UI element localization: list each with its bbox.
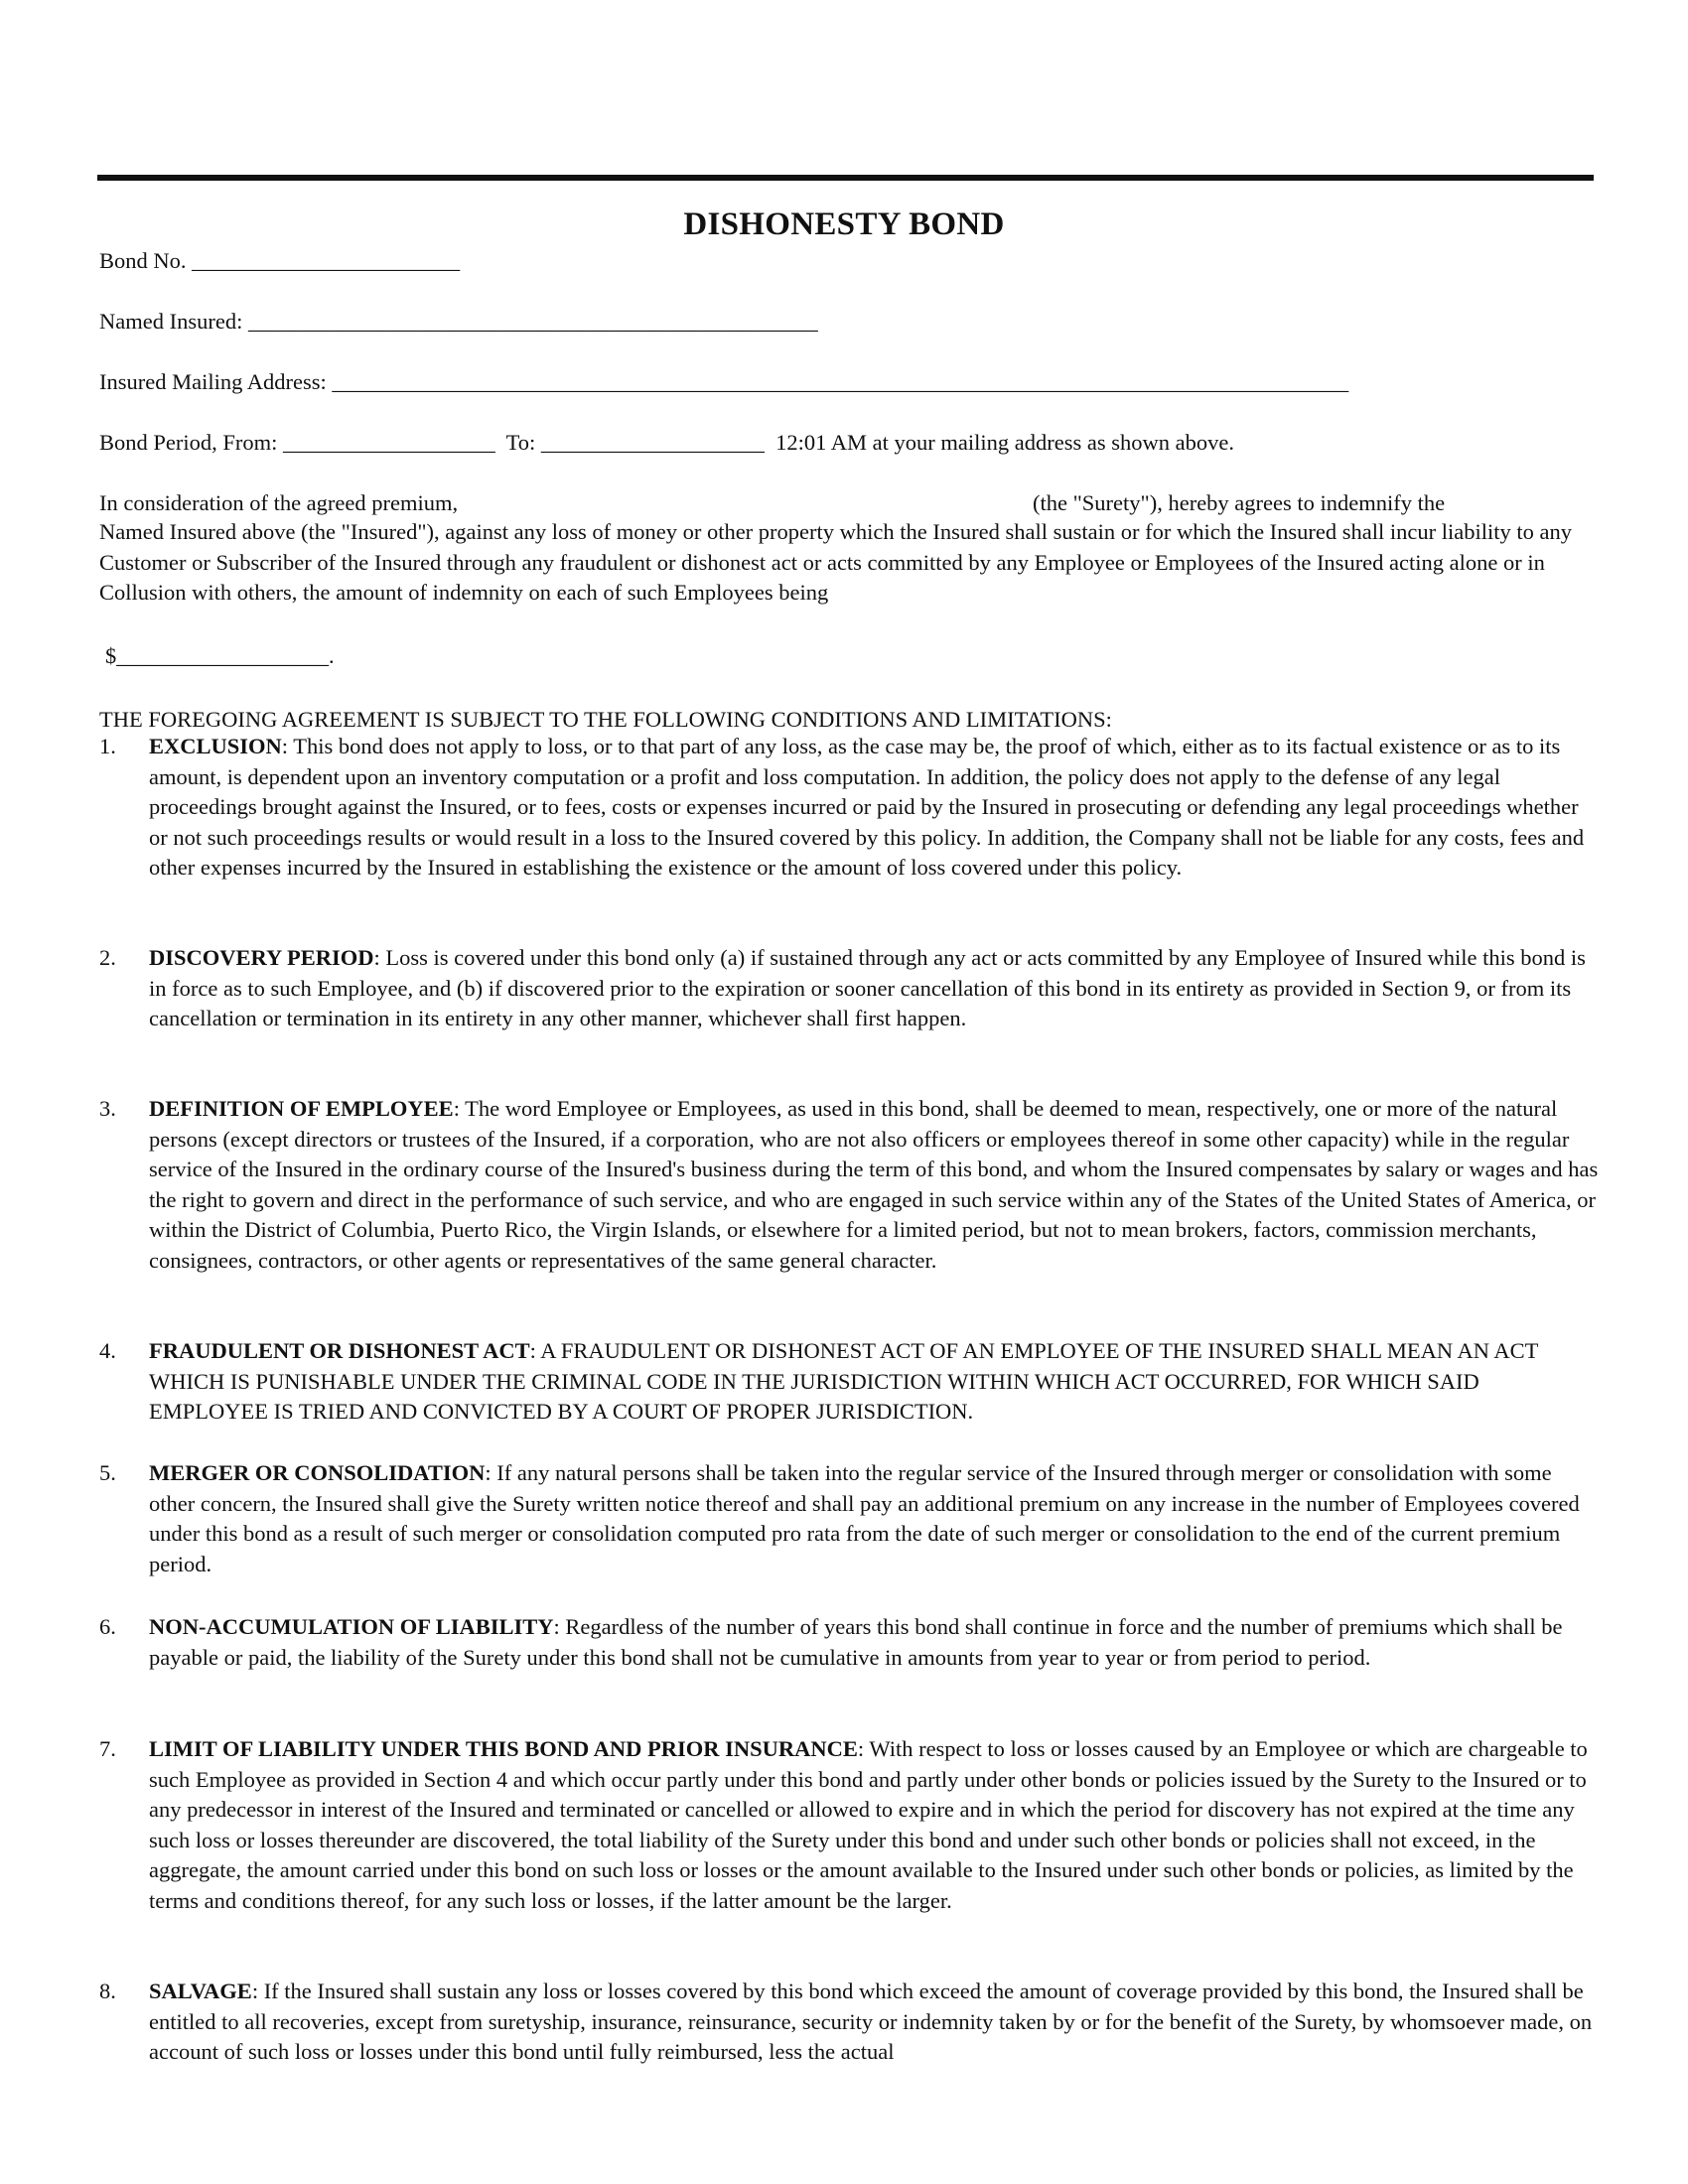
condition-text: : A FRAUDULENT OR DISHONEST ACT OF AN EMPLOYEE OF THE INSURED SHALL MEAN AN ACT WHICH IS PUNISHABLE UNDER THE CRIMINAL CODE IN THE JURISDICTION WITHIN WHICH ACT OCCURRED, FOR WHICH SAID EMPLOYEE IS TRIED AND CONVICTED BY A COURT OF PROPER JURISDICTION. bbox=[149, 1338, 1538, 1424]
condition-heading: SALVAGE bbox=[149, 1979, 252, 2003]
condition-item bbox=[99, 1458, 1599, 1579]
condition-heading: EXCLUSION bbox=[149, 734, 282, 758]
named-insured-field: Named Insured: ___________________________________________________ bbox=[99, 309, 818, 334]
mailing-address-field: Insured Mailing Address: ___________________________________________________________________________________________ bbox=[99, 369, 1349, 394]
condition-item bbox=[99, 1094, 1599, 1276]
condition-item bbox=[99, 1977, 1599, 2068]
condition-heading: DEFINITION OF EMPLOYEE bbox=[149, 1096, 454, 1121]
condition-number: 3. bbox=[99, 1096, 116, 1121]
condition-number: 1. bbox=[99, 734, 116, 758]
condition-number: 8. bbox=[99, 1979, 116, 2003]
condition-text: : This bond does not apply to loss, or to that part of any loss, as the case may be, the proof of which, either as to its factual existence or as to its amount, is dependent upon an inventory computation or a profit and loss computation. In addition, the policy does not apply to the defense of any legal proceedings brought against the Insured, or to fees, costs or expenses incurred or paid by the Insured in prosecuting or defending any legal proceedings whether or not such proceedings results or would result in a loss to the Insured covered by this policy. In addition, the Company shall not be liable for any costs, fees and other expenses incurred by the Insured in establishing the existence or the amount of loss covered under this policy. bbox=[149, 734, 1585, 880]
condition-heading: FRAUDULENT OR DISHONEST ACT bbox=[149, 1338, 530, 1363]
condition-item bbox=[99, 1336, 1599, 1428]
consideration-surety: (the "Surety"), hereby agrees to indemnify the bbox=[1033, 490, 1446, 515]
indemnity-amount-field: $___________________. bbox=[105, 643, 335, 668]
condition-heading: NON-ACCUMULATION OF LIABILITY bbox=[149, 1614, 554, 1639]
document-title: DISHONESTY BOND bbox=[683, 206, 1005, 242]
condition-item bbox=[99, 732, 1599, 884]
condition-text: : If the Insured shall sustain any loss or losses covered by this bond which exceed the amount of coverage provided by this bond, the Insured shall be entitled to all recoveries, except from suretyship, insurance, reinsurance, security or indemnity taken by or for the benefit of the Surety, by whomsoever made, on account of such loss or losses under this bond until fully reimbursed, less the actual bbox=[149, 1979, 1593, 2064]
condition-text: : With respect to loss or losses caused by an Employee or which are chargeable to such Employee as provided in Section 4 and which occur partly under this bond and partly under other bonds or policies issued by the Surety to the Insured or to any predecessor in interest of the Insured and terminated or cancelled or allowed to expire and in which the period for discovery has not expired at the time any such loss or losses thereunder are discovered, the total liability of the Surety under this bond and under such other bonds or policies shall not exceed, in the aggregate, the amount carried under this bond on such loss or losses or the amount available to the Insured under such other bonds or policies, as limited by the terms and conditions thereof, for any such loss or losses, if the latter amount be the larger. bbox=[149, 1736, 1588, 1913]
consideration-lead: In consideration of the agreed premium, bbox=[99, 490, 459, 515]
condition-item bbox=[99, 1612, 1599, 1673]
condition-number: 5. bbox=[99, 1460, 116, 1485]
condition-heading: LIMIT OF LIABILITY UNDER THIS BOND AND PRIOR INSURANCE bbox=[149, 1736, 858, 1761]
condition-text: : The word Employee or Employees, as used in this bond, shall be deemed to mean, respectively, one or more of the natural persons (except directors or trustees of the Insured, if a corporation, who are not also officers or employees thereof in some other capacity) while in the regular service of the Insured in the ordinary course of the Insured's business during the term of this bond, and whom the Insured compensates by salary or wages and has the right to govern and direct in the performance of such service, and who are engaged in such service within any of the States of the United States of America, or within the District of Columbia, Puerto Rico, the Virgin Islands, or elsewhere for a limited period, but not to mean brokers, factors, commission merchants, consignees, contractors, or other agents or representatives of the same general character. bbox=[149, 1096, 1599, 1273]
top-horizontal-rule bbox=[97, 175, 1594, 181]
condition-heading: MERGER OR CONSOLIDATION bbox=[149, 1460, 486, 1485]
condition-item bbox=[99, 943, 1599, 1034]
bond-number-field: Bond No. ________________________ bbox=[99, 248, 461, 273]
condition-number: 6. bbox=[99, 1614, 116, 1639]
consideration-body: Named Insured above (the "Insured"), against any loss of money or other property which the Insured shall sustain or for which the Insured shall incur liability to any Customer or Subscriber of the Insured through any fraudulent or dishonest act or acts committed by any Employee or Employees of the Insured acting alone or in Collusion with others, the amount of indemnity on each of such Employees being bbox=[99, 519, 1572, 605]
condition-number: 7. bbox=[99, 1736, 116, 1761]
condition-number: 2. bbox=[99, 945, 116, 970]
condition-heading: DISCOVERY PERIOD bbox=[149, 945, 374, 970]
bond-period-field: Bond Period, From: ___________________ To: ____________________ 12:01 AM at your mailing address as shown above. bbox=[99, 430, 1234, 455]
condition-number: 4. bbox=[99, 1338, 116, 1363]
condition-text: : Loss is covered under this bond only (a) if sustained through any act or acts committed by any Employee of Insured while this bond is in force as to such Employee, and (b) if discovered prior to the expiration or sooner cancellation of this bond in its entirety as provided in Section 9, or from its cancellation or termination in its entirety in any other manner, whichever shall first happen. bbox=[149, 945, 1586, 1030]
condition-item bbox=[99, 1734, 1599, 1916]
conditions-heading: THE FOREGOING AGREEMENT IS SUBJECT TO THE FOLLOWING CONDITIONS AND LIMITATIONS: bbox=[99, 707, 1112, 732]
condition-text: : Regardless of the number of years this bond shall continue in force and the number of premiums which shall be payable or paid, the liability of the Surety under this bond shall not be cumulative in amounts from year to year or from period to period. bbox=[149, 1614, 1563, 1670]
condition-text: : If any natural persons shall be taken into the regular service of the Insured through merger or consolidation with some other concern, the Insured shall give the Surety written notice thereof and shall pay an additional premium on any increase in the number of Employees covered under this bond as a result of such merger or consolidation computed pro rata from the date of such merger or consolidation to the end of the current premium period. bbox=[149, 1460, 1580, 1576]
